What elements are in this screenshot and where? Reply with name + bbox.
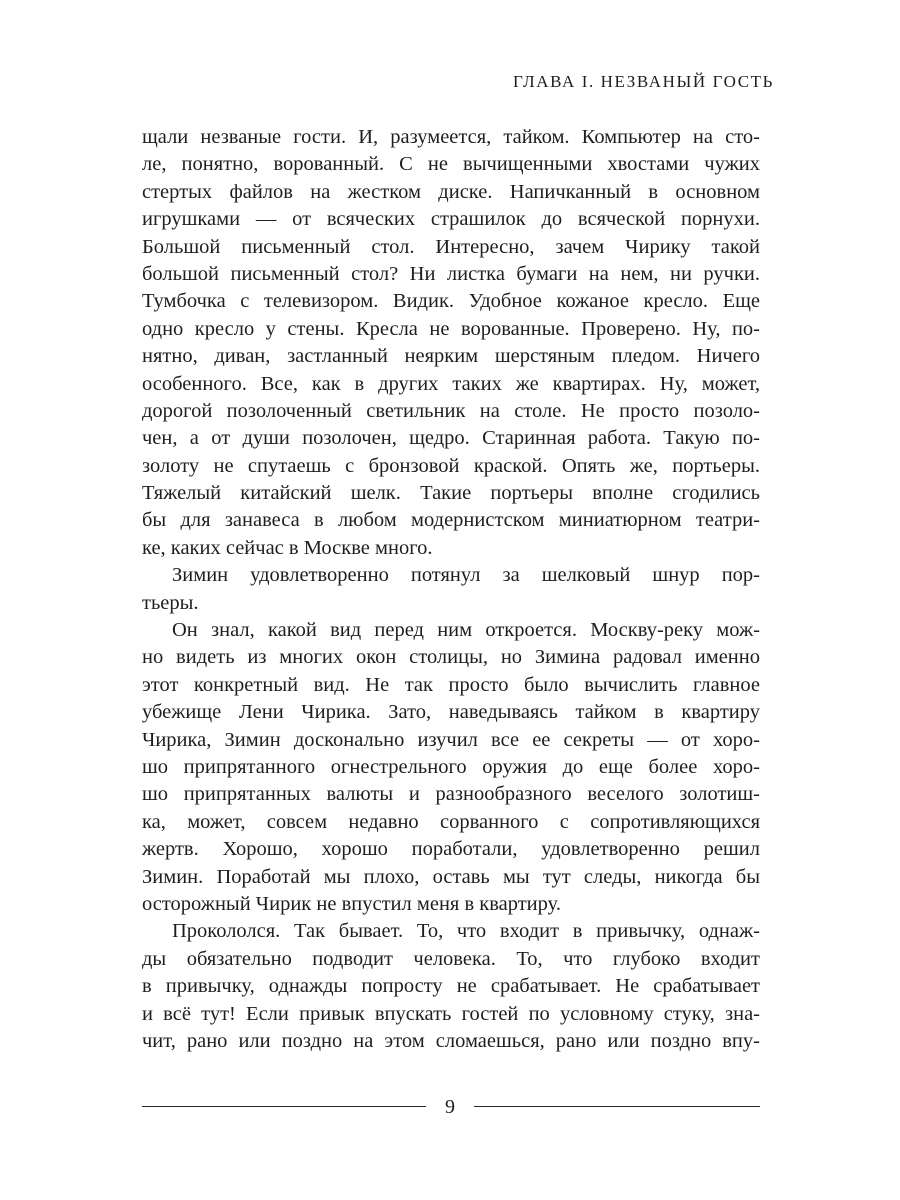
text-line: Большой письменный стол. Интересно, зачем Чирику такой	[142, 235, 760, 258]
text-line: игрушками — от всяческих страшилок до всяческой порнухи.	[142, 208, 760, 231]
running-head: ГЛАВА I. НЕЗВАНЫЙ ГОСТЬ	[512, 72, 774, 91]
page-number: 9	[445, 1096, 455, 1118]
text-line: убежище Лени Чирика. Зато, наведываясь тайком в квартиру	[142, 701, 760, 724]
text-line: Тумбочка с телевизором. Видик. Удобное кожаное кресло. Еще	[142, 290, 760, 313]
text-line: одно кресло у стены. Кресла не ворованные. Проверено. Ну, по-	[142, 317, 760, 340]
text-line: но видеть из многих окон столицы, но Зимина радовал именно	[142, 646, 760, 669]
text-line: стертых файлов на жестком диске. Напичканный в основном	[142, 180, 760, 203]
text-line: в привычку, однажды попросту не срабатывает. Не срабатывает	[142, 975, 760, 998]
text-line: Тяжелый китайский шелк. Такие портьеры вполне сгодились	[142, 482, 760, 505]
text-line: щали незваные гости. И, разумеется, тайком. Компьютер на сто-	[142, 126, 760, 148]
text-line: шо припрятанных валюты и разнообразного веселого золотиш-	[142, 783, 760, 806]
body-text	[142, 124, 760, 1055]
text-line: чен, а от души позолочен, щедро. Старинная работа. Такую по-	[142, 427, 760, 450]
text-line: нятно, диван, застланный неярким шерстяным пледом. Ничего	[142, 345, 760, 368]
text-line: Чирика, Зимин досконально изучил все ее секреты — от хоро-	[142, 728, 760, 751]
text-line: золоту не спутаешь с бронзовой краской. Опять же, портьеры.	[142, 454, 760, 477]
page-footer	[142, 1092, 760, 1122]
text-line: тьеры.	[142, 591, 199, 614]
text-line: чит, рано или поздно на этом сломаешься, рано или поздно впу-	[142, 1029, 760, 1052]
text-line: ды обязательно подводит человека. То, что глубоко входит	[142, 947, 760, 970]
text-line: дорогой позолоченный светильник на столе. Не просто позоло-	[142, 399, 760, 422]
text-line: Прокололся. Так бывает. То, что входит в привычку, однаж-	[172, 920, 760, 943]
text-line: шо припрятанного огнестрельного оружия до еще более хоро-	[142, 755, 760, 778]
text-line: Он знал, какой вид перед ним откроется. Москву-реку мож-	[172, 619, 760, 642]
text-line: ле, понятно, ворованный. С не вычищенными хвостами чужих	[142, 153, 760, 176]
text-line: ке, каких сейчас в Москве много.	[142, 536, 433, 559]
text-line: осторожный Чирик не впустил меня в квартиру.	[142, 892, 561, 915]
text-line: особенного. Все, как в других таких же квартирах. Ну, может,	[142, 372, 760, 395]
text-line: Зимин. Поработай мы плохо, оставь мы тут следы, никогда бы	[142, 865, 760, 888]
footer-rule-right	[474, 1106, 760, 1107]
text-line: Зимин удовлетворенно потянул за шелковый шнур пор-	[172, 564, 760, 587]
text-line: жертв. Хорошо, хорошо поработали, удовлетворенно решил	[142, 838, 760, 861]
footer-rule-left	[142, 1106, 426, 1107]
text-line: большой письменный стол? Ни листка бумаги на нем, ни ручки.	[142, 262, 760, 285]
text-line: бы для занавеса в любом модернистском миниатюрном театри-	[142, 509, 760, 532]
text-line: ка, может, совсем недавно сорванного с сопротивляющихся	[142, 810, 760, 833]
text-line: и всё тут! Если привык впускать гостей по условному стуку, зна-	[142, 1002, 760, 1025]
text-line: этот конкретный вид. Не так просто было вычислить главное	[142, 673, 760, 696]
